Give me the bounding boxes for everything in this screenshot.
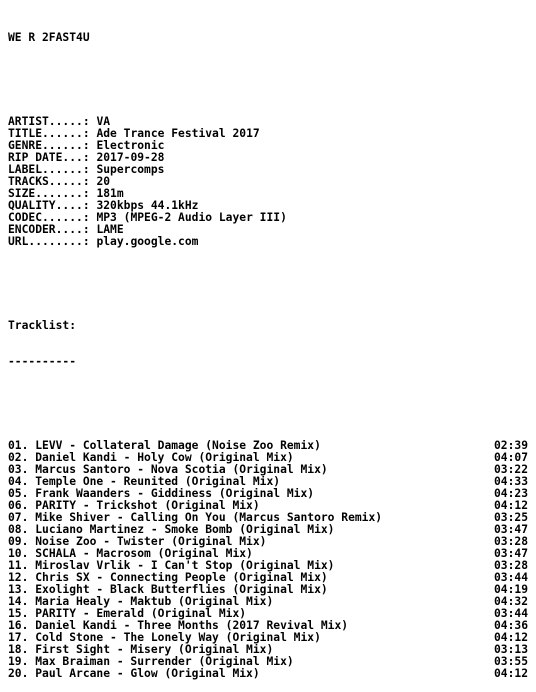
track-entry <box>8 668 260 680</box>
track-title: Noise Zoo - Twister (Original Mix) <box>35 536 267 548</box>
track-duration: 03:47 <box>493 548 528 560</box>
info-field-key: ENCODER....: <box>8 224 90 236</box>
track-duration: 03:47 <box>493 524 528 536</box>
info-field-value: Ade Trance Festival 2017 <box>96 128 260 140</box>
track-row <box>8 572 528 584</box>
blank-line <box>8 284 530 296</box>
track-row <box>8 644 528 656</box>
info-field-key: GENRE......: <box>8 140 90 152</box>
track-title: PARITY - Emerald (Original Mix) <box>35 608 247 620</box>
info-field-value: Supercomps <box>96 164 165 176</box>
track-number: 10. <box>8 548 29 560</box>
track-title: Paul Arcane - Glow (Original Mix) <box>35 668 260 680</box>
release-info-fields <box>8 116 530 248</box>
track-number: 01. <box>8 440 29 452</box>
track-duration: 03:28 <box>493 560 528 572</box>
track-title: Marcus Santoro - Nova Scotia (Original Mix) <box>35 464 328 476</box>
track-entry <box>8 596 273 608</box>
track-duration: 04:12 <box>493 500 528 512</box>
track-title: Max Braiman - Surrender (Original Mix) <box>35 656 294 668</box>
info-field-key: TRACKS.....: <box>8 176 90 188</box>
info-field-value: Electronic <box>96 140 165 152</box>
track-title: Cold Stone - The Lonely Way (Original Mix) <box>35 632 321 644</box>
track-row <box>8 440 528 452</box>
track-entry <box>8 500 260 512</box>
track-entry <box>8 536 266 548</box>
info-field-row <box>8 212 530 224</box>
track-entry <box>8 572 328 584</box>
info-field-row <box>8 164 530 176</box>
info-field-key: LABEL......: <box>8 164 90 176</box>
info-field-value: 320kbps 44.1kHz <box>96 200 199 212</box>
track-entry <box>8 464 328 476</box>
info-field-row <box>8 236 530 248</box>
nfo-text-block <box>8 8 530 692</box>
info-field-row <box>8 224 530 236</box>
track-title: PARITY - Trickshot (Original Mix) <box>35 500 260 512</box>
track-number: 18. <box>8 644 29 656</box>
track-entry <box>8 620 348 632</box>
track-number: 17. <box>8 632 29 644</box>
info-field-row <box>8 200 530 212</box>
track-duration: 04:12 <box>493 632 528 644</box>
track-title: Exolight - Black Butterflies (Original Mix) <box>35 584 328 596</box>
track-duration: 04:23 <box>493 488 528 500</box>
track-duration: 04:36 <box>493 620 528 632</box>
track-duration: 03:22 <box>493 464 528 476</box>
track-entry <box>8 644 273 656</box>
track-row <box>8 584 528 596</box>
info-field-key: RIP DATE...: <box>8 152 90 164</box>
info-field-value: LAME <box>96 224 124 236</box>
track-title: Frank Waanders - Giddiness (Original Mix) <box>35 488 315 500</box>
track-entry <box>8 476 280 488</box>
blank-line <box>8 68 530 80</box>
track-duration: 03:44 <box>493 572 528 584</box>
tracklist <box>8 440 530 680</box>
info-field-value: MP3 (MPEG-2 Audio Layer III) <box>96 212 287 224</box>
track-duration: 03:28 <box>493 536 528 548</box>
track-number: 13. <box>8 584 29 596</box>
info-field-key: QUALITY....: <box>8 200 90 212</box>
track-entry <box>8 524 334 536</box>
track-entry <box>8 548 253 560</box>
info-field-key: ARTIST.....: <box>8 116 90 128</box>
track-number: 11. <box>8 560 29 572</box>
release-group-header: WE R 2FAST4U <box>8 32 90 44</box>
track-duration: 04:12 <box>493 668 528 680</box>
track-number: 03. <box>8 464 29 476</box>
info-field-row <box>8 140 530 152</box>
info-field-row <box>8 116 530 128</box>
track-duration: 04:19 <box>493 584 528 596</box>
info-field-row <box>8 152 530 164</box>
track-title: Maria Healy - Maktub (Original Mix) <box>35 596 274 608</box>
track-entry <box>8 512 382 524</box>
track-number: 08. <box>8 524 29 536</box>
track-row <box>8 656 528 668</box>
track-number: 16. <box>8 620 29 632</box>
info-field-key: URL........: <box>8 236 90 248</box>
track-row <box>8 524 528 536</box>
info-field-key: SIZE.......: <box>8 188 90 200</box>
track-row <box>8 536 528 548</box>
track-row <box>8 500 528 512</box>
track-row <box>8 548 528 560</box>
track-title: SCHALA - Macrosom (Original Mix) <box>35 548 253 560</box>
track-title: Miroslav Vrlik - I Can't Stop (Original Mix) <box>35 560 335 572</box>
info-field-value: 20 <box>96 176 111 188</box>
track-row <box>8 596 528 608</box>
tracklist-heading: Tracklist: <box>8 320 77 332</box>
track-duration: 02:39 <box>493 440 528 452</box>
track-row <box>8 608 528 620</box>
track-number: 02. <box>8 452 29 464</box>
track-entry <box>8 452 294 464</box>
track-number: 07. <box>8 512 29 524</box>
track-duration: 04:33 <box>493 476 528 488</box>
track-entry <box>8 560 334 572</box>
track-title: Mike Shiver - Calling On You (Marcus Santoro Remix) <box>35 512 383 524</box>
track-row <box>8 476 528 488</box>
blank-line <box>8 392 530 404</box>
info-field-key: TITLE......: <box>8 128 90 140</box>
track-row <box>8 668 528 680</box>
track-number: 14. <box>8 596 29 608</box>
info-field-value: 2017-09-28 <box>96 152 165 164</box>
info-field-value: 181m <box>96 188 124 200</box>
track-row <box>8 560 528 572</box>
track-entry <box>8 440 321 452</box>
track-row <box>8 632 528 644</box>
track-duration: 03:55 <box>493 656 528 668</box>
info-field-row <box>8 188 530 200</box>
info-field-value: VA <box>96 116 111 128</box>
track-number: 05. <box>8 488 29 500</box>
track-row <box>8 464 528 476</box>
track-duration: 03:13 <box>493 644 528 656</box>
track-row <box>8 488 528 500</box>
track-title: Luciano Martinez - Smoke Bomb (Original Mix) <box>35 524 335 536</box>
track-duration: 04:32 <box>493 596 528 608</box>
info-field-value: play.google.com <box>96 236 199 248</box>
info-field-row <box>8 128 530 140</box>
track-row <box>8 452 528 464</box>
track-duration: 03:44 <box>493 608 528 620</box>
track-number: 04. <box>8 476 29 488</box>
track-row <box>8 512 528 524</box>
track-title: Chris SX - Connecting People (Original Mix) <box>35 572 328 584</box>
track-title: LEVV - Collateral Damage (Noise Zoo Remix) <box>35 440 321 452</box>
track-duration: 03:25 <box>493 512 528 524</box>
track-number: 15. <box>8 608 29 620</box>
track-duration: 04:07 <box>493 452 528 464</box>
track-number: 19. <box>8 656 29 668</box>
track-entry <box>8 488 314 500</box>
track-number: 06. <box>8 500 29 512</box>
track-row <box>8 620 528 632</box>
info-field-key: CODEC......: <box>8 212 90 224</box>
track-number: 20. <box>8 668 29 680</box>
track-entry <box>8 608 246 620</box>
track-title: Daniel Kandi - Three Months (2017 Revival Mix) <box>35 620 349 632</box>
track-entry <box>8 632 321 644</box>
track-title: Temple One - Reunited (Original Mix) <box>35 476 281 488</box>
track-title: Daniel Kandi - Holy Cow (Original Mix) <box>35 452 294 464</box>
track-number: 09. <box>8 536 29 548</box>
tracklist-rule: ---------- <box>8 356 77 368</box>
track-entry <box>8 656 294 668</box>
track-number: 12. <box>8 572 29 584</box>
info-field-row <box>8 176 530 188</box>
track-title: First Sight - Misery (Original Mix) <box>35 644 274 656</box>
track-entry <box>8 584 328 596</box>
